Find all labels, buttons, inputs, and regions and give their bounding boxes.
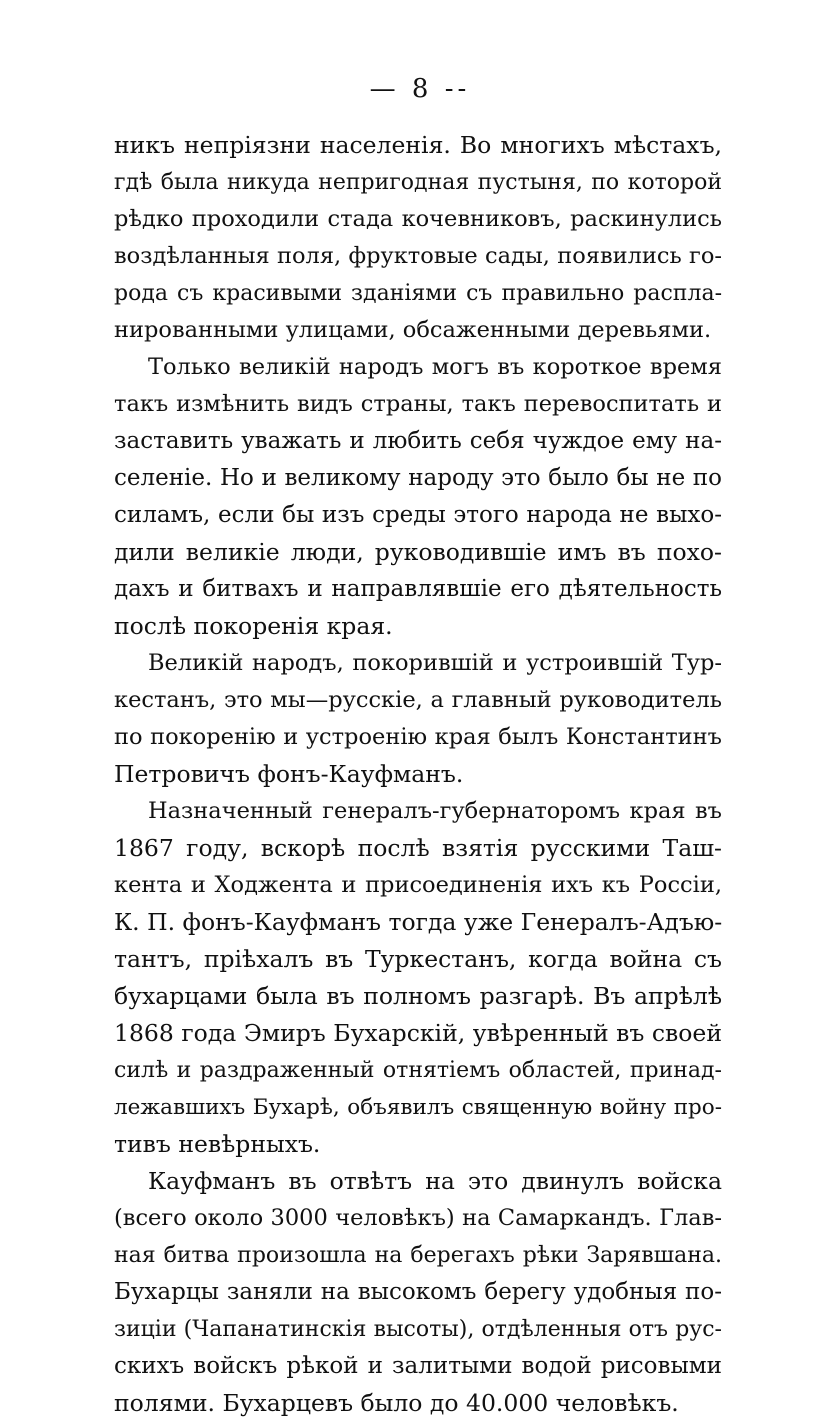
text-line: скихъ войскъ рѣкой и залитыми водой рисовыми [114,1353,722,1379]
text-line: полями. Бухарцевъ было до 40.000 человѣкъ. [114,1389,679,1417]
text-line: тивъ невѣрныхъ. [114,1130,321,1158]
text-line: Назначенный генералъ-губернаторомъ края въ [148,798,722,824]
body-text [114,127,722,1422]
text-line: нированными улицами, обсаженными деревьями. [114,317,712,343]
text-line: такъ измѣнить видъ страны, такъ перевоспитать и [114,391,722,417]
text-line: по покоренію и устроенію края былъ Константинъ [114,724,722,750]
text-line: Петровичъ фонъ-Кауфманъ. [114,760,464,788]
text-line: силѣ и раздраженный отнятіемъ областей, принад- [114,1058,722,1083]
text-line: 1868 года Эмиръ Бухарскій, увѣренный въ своей [114,1019,722,1047]
text-line: рода съ красивыми зданіями съ правильно распла- [114,281,722,306]
text-line: никъ непріязни населенія. Во многихъ мѣстахъ, [114,131,722,159]
text-line: кента и Ходжента и присоединенія ихъ къ Россіи, [114,872,722,898]
text-line: гдѣ была никуда непригодная пустыня, по которой [114,170,722,195]
text-line: лежавшихъ Бухарѣ, объявилъ священную войну про- [114,1095,722,1120]
text-line: К. П. фонъ-Кауфманъ тогда уже Генералъ-Адъю- [114,908,723,936]
text-line: селеніе. Но и великому народу это было бы не по [114,465,722,491]
text-line: тантъ, пріѣхалъ въ Туркестанъ, когда война съ [114,945,722,973]
text-line: 1867 году, вскорѣ послѣ взятія русскими Таш- [114,834,722,862]
text-line: воздѣланныя поля, фруктовые сады, появились го- [114,243,722,269]
text-line: дили великіе люди, руководившіе имъ въ похо- [114,538,722,566]
text-line: Бухарцы заняли на высокомъ берегу удобныя по- [114,1279,722,1305]
text-line: заставить уважать и любить себя чуждое ему на- [114,428,722,454]
text-line: кестанъ, это мы—русскіе, а главный руководитель [114,687,722,713]
text-line: зиціи (Чапанатинскія высоты), отдѣленныя отъ рус- [114,1317,722,1342]
text-line: (всего около 3000 человѣкъ) на Самаркандъ. Глав- [114,1205,722,1231]
text-line: послѣ покоренія края. [114,612,393,640]
text-line: Кауфманъ въ отвѣтъ на это двинулъ войска [148,1167,722,1195]
text-line: Только великій народъ могъ въ короткое время [148,354,722,380]
text-line: рѣдко проходили стада кочевниковъ, раскинулись [114,206,722,232]
page-number: — 8 -- [369,74,471,104]
text-line: дахъ и битвахъ и направлявшіе его дѣятельность [114,576,722,602]
text-line: бухарцами была въ полномъ разгарѣ. Въ апрѣлѣ [114,982,722,1010]
text-line: Великій народъ, покорившій и устроившій Тур- [148,650,722,676]
text-line: силамъ, если бы изъ среды этого народа не выхо- [114,502,722,528]
text-line: ная битва произошла на берегахъ рѣки Зарявшана. [114,1243,722,1268]
